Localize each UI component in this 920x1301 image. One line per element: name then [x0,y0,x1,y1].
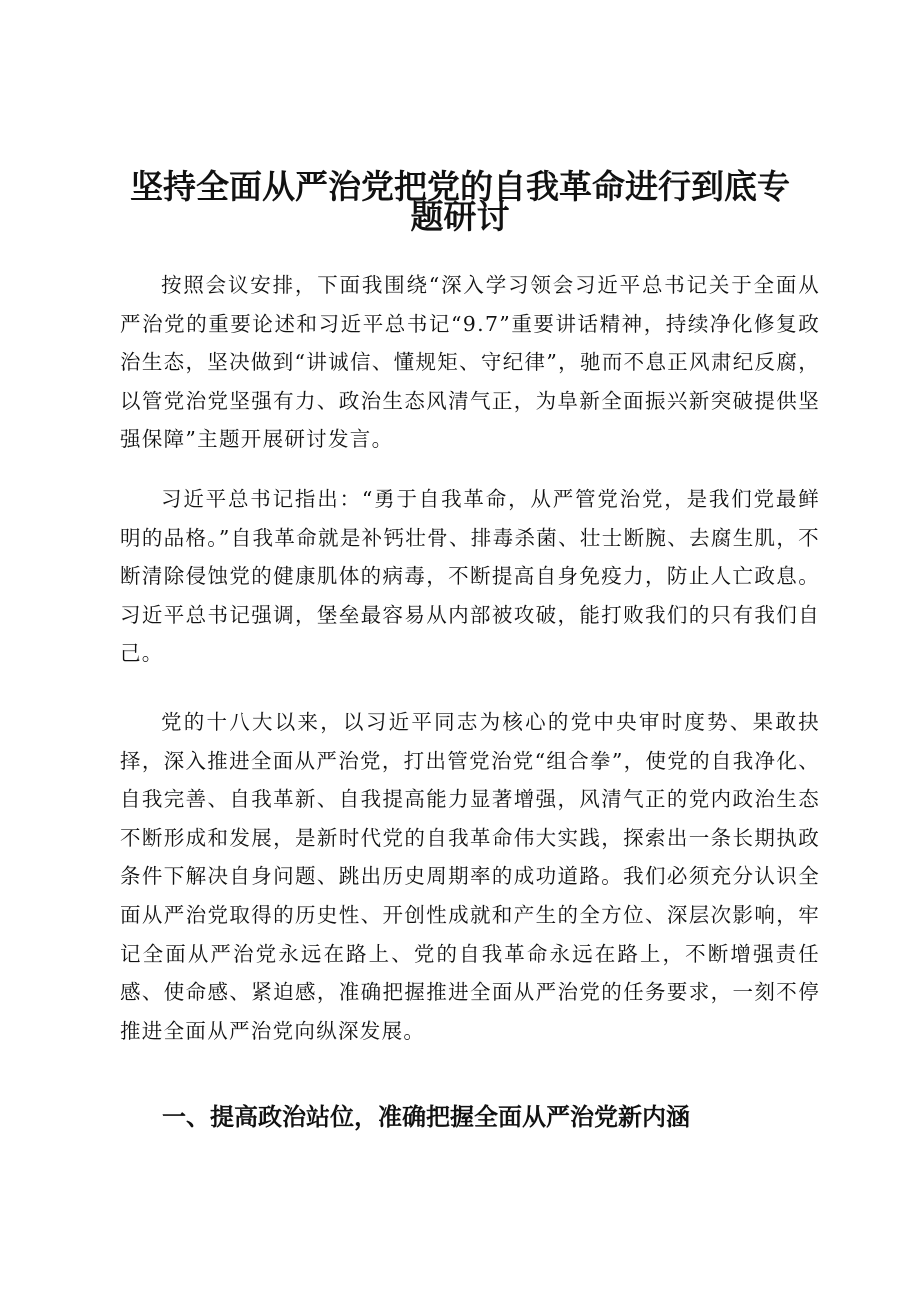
document-title-line-1: 坚持全面从严治党把党的自我革命进行到底专 [130,167,790,206]
body-paragraph-1: 按照会议安排，下面我围绕“深入学习领会习近平总书记关于全面从严治党的重要论述和习近平总书记“9.7”重要讲话精神，持续净化修复政治生态，坚决做到“讲诚信、懂规矩、守纪律”，驰而不息正风肃纪反腐，以管党治党坚强有力、政治生态风清气正，为阜新全面振兴新突破提供坚强保障”主题开展研讨发言。 [120,273,820,452]
document-title-line-2: 题研讨 [410,197,510,236]
body-paragraph-2: 习近平总书记指出：“勇于自我革命，从严管党治党，是我们党最鲜明的品格。”自我革命就是补钙壮骨、排毒杀菌、壮士断腕、去腐生肌，不断清除侵蚀党的健康肌体的病毒，不断提高自身免疫力，防止人亡政息。习近平总书记强调，堡垒最容易从内部被攻破，能打败我们的只有我们自己。 [120,487,820,666]
body-paragraph-3: 党的十八大以来，以习近平同志为核心的党中央审时度势、果敢抉择，深入推进全面从严治党，打出管党治党“组合拳”，使党的自我净化、自我完善、自我革新、自我提高能力显著增强，风清气正的党内政治生态不断形成和发展，是新时代党的自我革命伟大实践，探索出一条长期执政条件下解决自身问题、跳出历史周期率的成功道路。我们必须充分认识全面从严治党取得的历史性、开创性成就和产生的全方位、深层次影响，牢记全面从严治党永远在路上、党的自我革命永远在路上，不断增强责任感、使命感、紧迫感，准确把握推进全面从严治党的任务要求，一刻不停推进全面从严治党向纵深发展。 [120,710,820,1043]
section-heading-1: 一、提高政治站位，准确把握全面从严治党新内涵 [162,1103,690,1131]
